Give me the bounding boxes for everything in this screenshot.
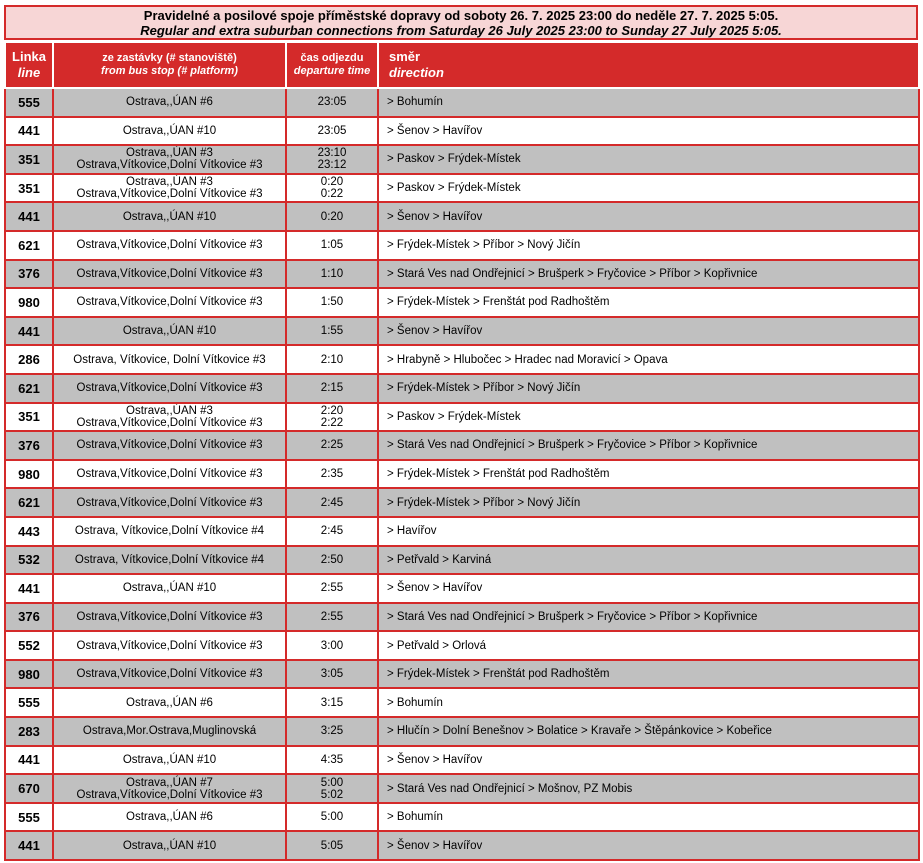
header-line-cz: Linka: [12, 49, 46, 64]
stop-cell: [53, 746, 286, 775]
departure-time: 5:00: [320, 811, 344, 824]
departure-time: 23:10: [317, 147, 347, 160]
stop-name: Ostrava,Vítkovice,Dolní Vítkovice #3: [76, 468, 263, 481]
stop-cell: [53, 717, 286, 746]
time-cell: [286, 746, 378, 775]
header-stop-en: from bus stop (# platform): [101, 65, 238, 77]
stop-cell: [53, 774, 286, 803]
time-cell: [286, 403, 378, 432]
stop-name: Ostrava,,ÚAN #7: [126, 776, 213, 789]
table-row: [5, 460, 919, 489]
direction: > Hrabyně > Hlubočec > Hradec nad Moravicí > Opava: [378, 345, 919, 374]
line-number: 376: [5, 431, 53, 460]
direction: > Stará Ves nad Ondřejnicí > Brušperk > Fryčovice > Příbor > Kopřivnice: [378, 260, 919, 289]
stop-cell: [53, 517, 286, 546]
header-direction: [378, 42, 919, 88]
departure-time: 2:35: [320, 468, 344, 481]
stop-cell: [53, 403, 286, 432]
stop-cell: [53, 345, 286, 374]
header-direction-cz: směr: [389, 49, 421, 64]
direction: > Frýdek-Místek > Frenštát pod Radhoštěm: [378, 288, 919, 317]
stop-name: Ostrava,,ÚAN #10: [122, 325, 217, 338]
stop-name: Ostrava, Vítkovice,Dolní Vítkovice #4: [74, 553, 265, 566]
stop-name: Ostrava,Vítkovice,Dolní Vítkovice #3: [76, 639, 263, 652]
title-czech: Pravidelné a posilové spoje příměstské dopravy od soboty 26. 7. 2025 23:00 do neděle 27. 7. 2025 5:05.: [143, 8, 779, 23]
direction: > Bohumín: [378, 88, 919, 117]
line-number: 441: [5, 317, 53, 346]
stop-name: Ostrava,,ÚAN #3: [126, 176, 213, 189]
line-number: 441: [5, 746, 53, 775]
line-number: 621: [5, 374, 53, 403]
direction: > Frýdek-Místek > Frenštát pod Radhoštěm: [378, 660, 919, 689]
stop-cell: [53, 460, 286, 489]
stop-name: Ostrava,Vítkovice,Dolní Vítkovice #3: [76, 239, 263, 252]
header-stop-cz: ze zastávky (# stanoviště): [102, 52, 237, 64]
line-number: 555: [5, 688, 53, 717]
table-row: [5, 174, 919, 203]
table-row: [5, 431, 919, 460]
line-number: 441: [5, 574, 53, 603]
time-cell: [286, 717, 378, 746]
direction: > Frýdek-Místek > Příbor > Nový Jičín: [378, 231, 919, 260]
table-row: [5, 774, 919, 803]
departure-time: 1:05: [320, 239, 344, 252]
departure-time: 4:35: [320, 753, 344, 766]
stop-name: Ostrava,,ÚAN #10: [122, 124, 217, 137]
stop-cell: [53, 231, 286, 260]
table-row: [5, 603, 919, 632]
departure-time: 1:50: [320, 296, 344, 309]
stop-name: Ostrava,,ÚAN #6: [126, 811, 213, 824]
line-number: 621: [5, 231, 53, 260]
table-row: [5, 688, 919, 717]
direction: > Šenov > Havířov: [378, 317, 919, 346]
time-cell: [286, 260, 378, 289]
header-time-cz: čas odjezdu: [300, 52, 364, 64]
departure-time: 2:45: [320, 525, 344, 538]
time-cell: [286, 517, 378, 546]
departure-time: 23:05: [317, 124, 347, 137]
stop-cell: [53, 488, 286, 517]
stop-name: Ostrava,Vítkovice,Dolní Vítkovice #3: [76, 159, 263, 172]
departure-time: 23:05: [317, 96, 347, 109]
stop-name: Ostrava,,ÚAN #10: [122, 582, 217, 595]
stop-name: Ostrava,Vítkovice,Dolní Vítkovice #3: [76, 188, 263, 201]
stop-name: Ostrava, Vítkovice,Dolní Vítkovice #4: [74, 525, 265, 538]
stop-cell: [53, 260, 286, 289]
direction: > Šenov > Havířov: [378, 202, 919, 231]
departure-time: 2:45: [320, 496, 344, 509]
stop-name: Ostrava,Mor.Ostrava,Muglinovská: [82, 725, 257, 738]
direction: > Frýdek-Místek > Příbor > Nový Jičín: [378, 488, 919, 517]
table-row: [5, 831, 919, 860]
time-cell: [286, 231, 378, 260]
line-number: 621: [5, 488, 53, 517]
line-number: 376: [5, 603, 53, 632]
table-row: [5, 288, 919, 317]
table-row: [5, 345, 919, 374]
header-time: [286, 42, 378, 88]
time-cell: [286, 345, 378, 374]
stop-name: Ostrava,Vítkovice,Dolní Vítkovice #3: [76, 296, 263, 309]
departure-time: 3:05: [320, 668, 344, 681]
stop-name: Ostrava, Vítkovice, Dolní Vítkovice #3: [73, 353, 266, 366]
departure-time: 2:55: [320, 582, 344, 595]
time-cell: [286, 317, 378, 346]
time-cell: [286, 603, 378, 632]
stop-cell: [53, 88, 286, 117]
direction: > Petřvald > Karviná: [378, 546, 919, 575]
line-number: 555: [5, 88, 53, 117]
departure-time: 3:15: [320, 696, 344, 709]
departure-time: 3:25: [320, 725, 344, 738]
stop-cell: [53, 117, 286, 146]
direction: > Šenov > Havířov: [378, 831, 919, 860]
departure-time: 3:00: [320, 639, 344, 652]
header-time-en: departure time: [293, 65, 371, 77]
time-cell: [286, 688, 378, 717]
table-row: [5, 803, 919, 832]
direction: > Paskov > Frýdek-Místek: [378, 174, 919, 203]
line-number: 980: [5, 460, 53, 489]
direction: > Paskov > Frýdek-Místek: [378, 403, 919, 432]
stop-cell: [53, 660, 286, 689]
direction: > Bohumín: [378, 688, 919, 717]
line-number: 555: [5, 803, 53, 832]
table-row: [5, 202, 919, 231]
direction: > Stará Ves nad Ondřejnicí > Brušperk > Fryčovice > Příbor > Kopřivnice: [378, 603, 919, 632]
stop-cell: [53, 574, 286, 603]
line-number: 283: [5, 717, 53, 746]
table-row: [5, 374, 919, 403]
stop-name: Ostrava,Vítkovice,Dolní Vítkovice #3: [76, 668, 263, 681]
stop-name: Ostrava,Vítkovice,Dolní Vítkovice #3: [76, 788, 263, 801]
time-cell: [286, 431, 378, 460]
departure-time: 23:12: [317, 159, 347, 172]
timetable-sheet: [4, 5, 918, 861]
stop-cell: [53, 202, 286, 231]
departure-time: 2:20: [320, 404, 344, 417]
stop-cell: [53, 803, 286, 832]
table-row: [5, 260, 919, 289]
header-line-en: line: [17, 65, 41, 80]
time-cell: [286, 460, 378, 489]
table-row: [5, 88, 919, 117]
stop-cell: [53, 288, 286, 317]
time-cell: [286, 546, 378, 575]
stop-name: Ostrava,,ÚAN #6: [126, 696, 213, 709]
departure-time: 2:55: [320, 610, 344, 623]
line-number: 980: [5, 288, 53, 317]
title-english: Regular and extra suburban connections from Saturday 26 July 2025 23:00 to Sunday 27 July 2025 5:05.: [140, 23, 782, 38]
table-row: [5, 145, 919, 174]
line-number: 670: [5, 774, 53, 803]
direction: > Stará Ves nad Ondřejnicí > Mošnov, PZ Mobis: [378, 774, 919, 803]
line-number: 552: [5, 631, 53, 660]
time-cell: [286, 202, 378, 231]
stop-cell: [53, 603, 286, 632]
table-row: [5, 660, 919, 689]
direction: > Bohumín: [378, 803, 919, 832]
time-cell: [286, 488, 378, 517]
departure-time: 0:20: [320, 176, 344, 189]
departure-time: 0:22: [320, 188, 344, 201]
header-direction-en: direction: [389, 65, 444, 80]
time-cell: [286, 574, 378, 603]
line-number: 443: [5, 517, 53, 546]
table-row: [5, 403, 919, 432]
line-number: 376: [5, 260, 53, 289]
direction: > Petřvald > Orlová: [378, 631, 919, 660]
table-row: [5, 488, 919, 517]
stop-name: Ostrava,Vítkovice,Dolní Vítkovice #3: [76, 382, 263, 395]
table-row: [5, 717, 919, 746]
time-cell: [286, 174, 378, 203]
stop-name: Ostrava,,ÚAN #6: [126, 96, 213, 109]
table-row: [5, 746, 919, 775]
stop-cell: [53, 688, 286, 717]
line-number: 441: [5, 831, 53, 860]
stop-name: Ostrava,Vítkovice,Dolní Vítkovice #3: [76, 496, 263, 509]
departures-table: [4, 41, 920, 861]
time-cell: [286, 660, 378, 689]
line-number: 441: [5, 202, 53, 231]
stop-cell: [53, 145, 286, 174]
line-number: 286: [5, 345, 53, 374]
direction: > Hlučín > Dolní Benešnov > Bolatice > Kravaře > Štěpánkovice > Kobeřice: [378, 717, 919, 746]
stop-name: Ostrava,Vítkovice,Dolní Vítkovice #3: [76, 267, 263, 280]
time-cell: [286, 831, 378, 860]
table-row: [5, 546, 919, 575]
stop-name: Ostrava,Vítkovice,Dolní Vítkovice #3: [76, 439, 263, 452]
direction: > Šenov > Havířov: [378, 574, 919, 603]
stop-name: Ostrava,,ÚAN #3: [126, 404, 213, 417]
time-cell: [286, 145, 378, 174]
table-row: [5, 117, 919, 146]
time-cell: [286, 803, 378, 832]
table-row: [5, 231, 919, 260]
time-cell: [286, 374, 378, 403]
table-row: [5, 317, 919, 346]
departure-time: 5:00: [320, 776, 344, 789]
direction: > Frýdek-Místek > Frenštát pod Radhoštěm: [378, 460, 919, 489]
departure-time: 2:50: [320, 553, 344, 566]
departure-time: 1:10: [320, 267, 344, 280]
table-header-row: [5, 42, 919, 88]
stop-cell: [53, 546, 286, 575]
departure-time: 2:22: [320, 416, 344, 429]
line-number: 351: [5, 403, 53, 432]
stop-cell: [53, 174, 286, 203]
title-box: [4, 5, 918, 40]
departure-time: 0:20: [320, 210, 344, 223]
time-cell: [286, 288, 378, 317]
departure-time: 2:10: [320, 353, 344, 366]
departure-time: 2:15: [320, 382, 344, 395]
table-row: [5, 517, 919, 546]
direction: > Paskov > Frýdek-Místek: [378, 145, 919, 174]
header-stop: [53, 42, 286, 88]
table-row: [5, 631, 919, 660]
stop-name: Ostrava,,ÚAN #10: [122, 210, 217, 223]
stop-name: Ostrava,Vítkovice,Dolní Vítkovice #3: [76, 416, 263, 429]
departure-time: 1:55: [320, 325, 344, 338]
time-cell: [286, 117, 378, 146]
stop-name: Ostrava,,ÚAN #3: [126, 147, 213, 160]
direction: > Stará Ves nad Ondřejnicí > Brušperk > Fryčovice > Příbor > Kopřivnice: [378, 431, 919, 460]
direction: > Šenov > Havířov: [378, 746, 919, 775]
line-number: 351: [5, 145, 53, 174]
stop-cell: [53, 831, 286, 860]
stop-cell: [53, 631, 286, 660]
time-cell: [286, 774, 378, 803]
stop-name: Ostrava,,ÚAN #10: [122, 839, 217, 852]
line-number: 980: [5, 660, 53, 689]
table-row: [5, 574, 919, 603]
line-number: 532: [5, 546, 53, 575]
line-number: 441: [5, 117, 53, 146]
time-cell: [286, 88, 378, 117]
departure-time: 2:25: [320, 439, 344, 452]
header-line: [5, 42, 53, 88]
stop-name: Ostrava,,ÚAN #10: [122, 753, 217, 766]
departure-time: 5:02: [320, 788, 344, 801]
line-number: 351: [5, 174, 53, 203]
direction: > Havířov: [378, 517, 919, 546]
stop-cell: [53, 374, 286, 403]
table-body: [5, 88, 919, 860]
direction: > Frýdek-Místek > Příbor > Nový Jičín: [378, 374, 919, 403]
stop-name: Ostrava,Vítkovice,Dolní Vítkovice #3: [76, 610, 263, 623]
time-cell: [286, 631, 378, 660]
direction: > Šenov > Havířov: [378, 117, 919, 146]
stop-cell: [53, 317, 286, 346]
stop-cell: [53, 431, 286, 460]
departure-time: 5:05: [320, 839, 344, 852]
